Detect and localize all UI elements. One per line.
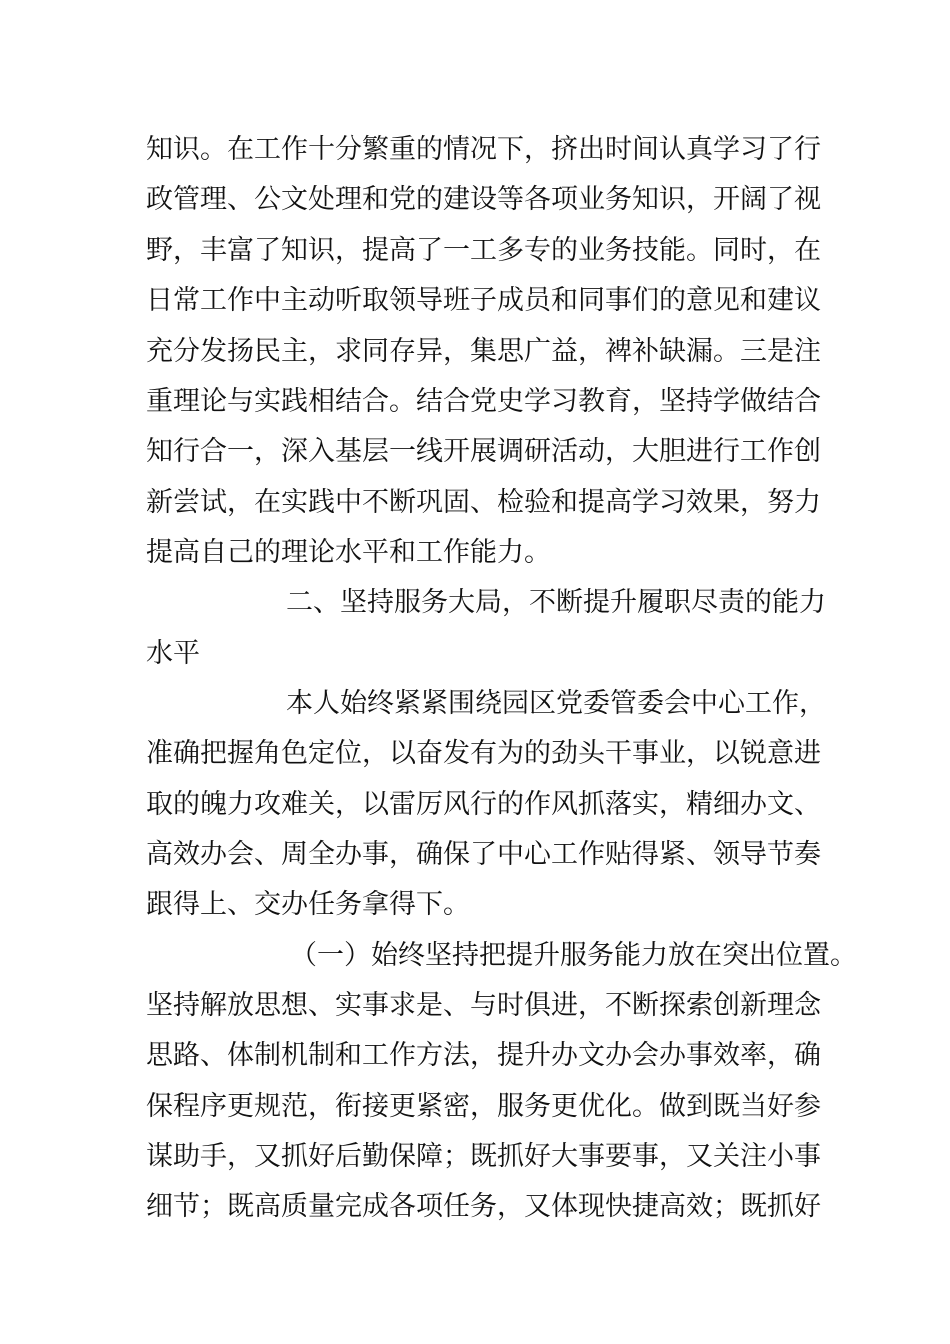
text-line: 野，丰富了知识，提高了一工多专的业务技能。同时，在: [146, 235, 821, 266]
text-line: 新尝试，在实践中不断巩固、检验和提高学习效果，努力: [146, 487, 821, 518]
text-line: 政管理、公文处理和党的建设等各项业务知识，开阔了视: [146, 184, 821, 215]
text-line: 跟得上、交办任务拿得下。: [146, 889, 470, 920]
text-line: 谋助手，又抓好后勤保障；既抓好大事要事，又关注小事: [146, 1141, 821, 1172]
text-line: 提高自己的理论水平和工作能力。: [146, 537, 551, 568]
text-line: 思路、体制机制和工作方法，提升办文办会办事效率，确: [146, 1040, 821, 1071]
text-line: 知识。在工作十分繁重的情况下，挤出时间认真学习了行: [146, 134, 821, 165]
section-heading: 二、坚持服务大局，不断提升履职尽责的能力: [286, 587, 826, 618]
text-line: 知行合一，深入基层一线开展调研活动，大胆进行工作创: [146, 436, 821, 467]
text-line: 细节；既高质量完成各项任务，又体现快捷高效；既抓好: [146, 1191, 821, 1222]
text-line: 日常工作中主动听取领导班子成员和同事们的意见和建议: [146, 285, 821, 316]
text-line: 坚持解放思想、实事求是、与时俱进，不断探索创新理念: [146, 990, 821, 1021]
section-heading-continuation: 水平: [146, 638, 200, 669]
text-line: 准确把握角色定位，以奋发有为的劲头干事业，以锐意进: [146, 738, 821, 769]
text-line: 充分发扬民主，求同存异，集思广益，裨补缺漏。三是注: [146, 336, 821, 367]
paragraph-first-line: 本人始终紧紧围绕园区党委管委会中心工作，: [286, 688, 826, 719]
text-line: 高效办会、周全办事，确保了中心工作贴得紧、领导节奏: [146, 839, 821, 870]
text-line: 保程序更规范，衔接更紧密，服务更优化。做到既当好参: [146, 1091, 821, 1122]
subsection-heading: （一）始终坚持把提升服务能力放在突出位置。: [290, 940, 857, 971]
text-line: 重理论与实践相结合。结合党史学习教育，坚持学做结合: [146, 386, 821, 417]
text-line: 取的魄力攻难关，以雷厉风行的作风抓落实，精细办文、: [146, 789, 821, 820]
